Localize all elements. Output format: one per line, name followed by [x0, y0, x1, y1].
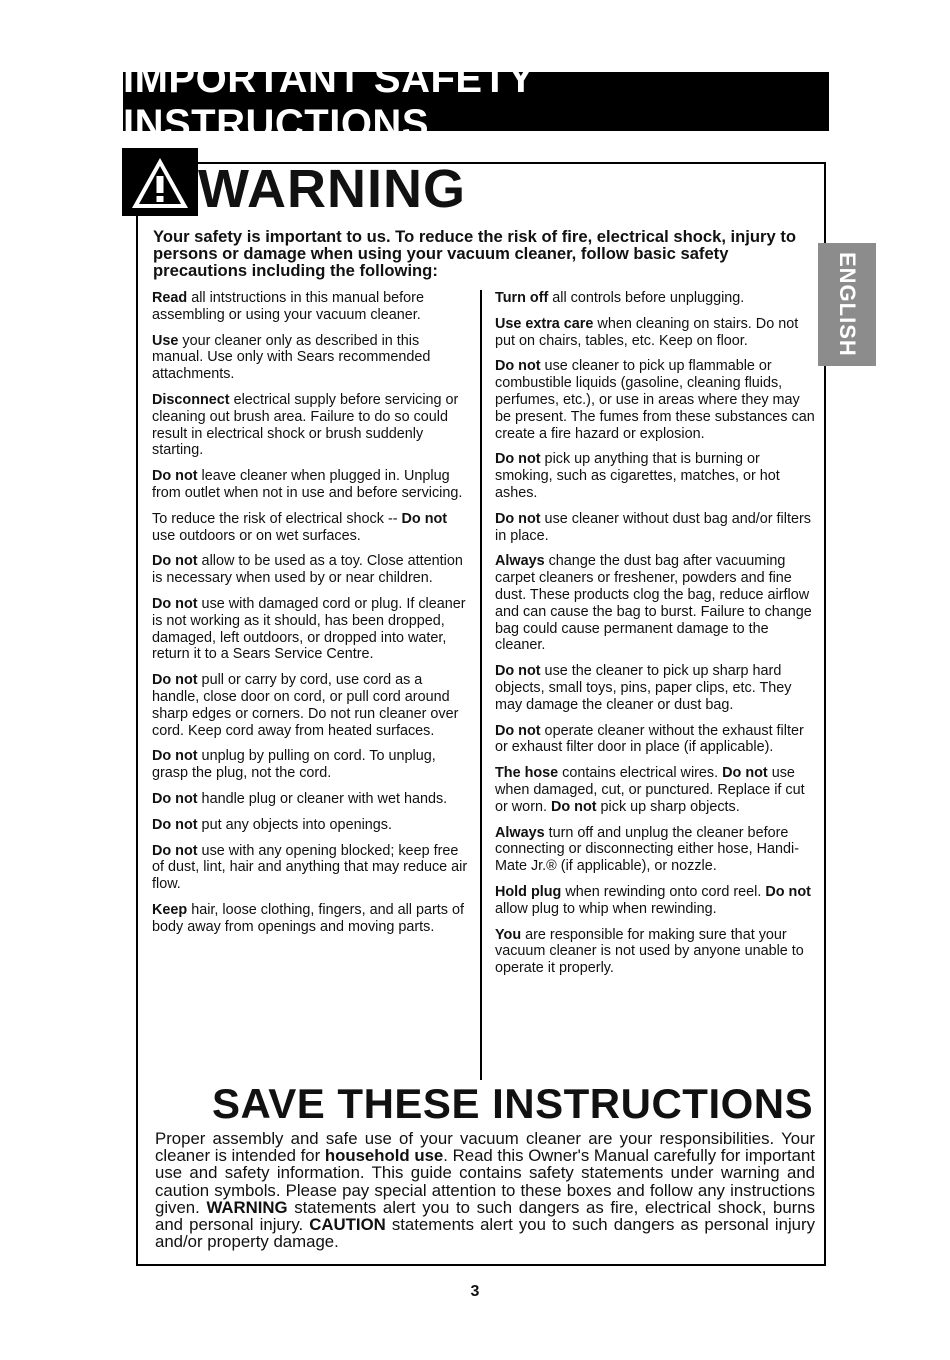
instruction-item [495, 765, 815, 815]
instruction-text: use outdoors or on wet surfaces. [152, 527, 361, 544]
page-number: 3 [470, 1283, 480, 1300]
instruction-lead: Do not [152, 672, 198, 689]
instruction-item [152, 902, 470, 936]
instruction-text: change the dust bag after vacuuming carpet cleaners or freshener, powders and fine dust. These products clog the bag, reduce airflow and can cause the bag to burst. Failure to change bag could cause permanent damage to the cleaner. [495, 553, 812, 654]
instruction-text: handle plug or cleaner with wet hands. [197, 790, 448, 807]
instruction-item [495, 884, 815, 918]
instruction-lead: Do not [495, 510, 541, 527]
instruction-lead: Disconnect [152, 391, 230, 408]
instruction-text: use the cleaner to pick up sharp hard objects, small toys, pins, paper clips, etc. They may damage the cleaner or dust bag. [495, 663, 792, 713]
instruction-item [495, 290, 815, 307]
instruction-item [495, 825, 815, 875]
instruction-text: all controls before unplugging. [548, 290, 745, 306]
instruction-item [495, 511, 815, 545]
instruction-text: put any objects into openings. [197, 816, 392, 833]
instruction-lead: Do not [722, 765, 768, 782]
instruction-text: when rewinding onto cord reel. [561, 883, 766, 900]
save-instructions-title: SAVE THESE INSTRUCTIONS [212, 1080, 814, 1127]
instruction-item [152, 843, 470, 893]
instruction-item [495, 553, 815, 654]
language-tab [818, 243, 876, 366]
instruction-text: use cleaner to pick up flammable or combustible liquids (gasoline, cleaning fluids, perfumes, etc.), or use in areas where they may be present. The fumes from these substances can create a fire hazard or explosion. [495, 358, 815, 442]
warning-icon-box [122, 148, 198, 216]
instruction-item [152, 817, 470, 834]
instruction-lead: Do not [152, 553, 198, 570]
instruction-item [152, 748, 470, 782]
closing-paragraph [155, 1130, 815, 1250]
instruction-lead: Do not [152, 816, 198, 833]
instruction-item [152, 672, 470, 739]
instruction-lead: Do not [495, 451, 541, 468]
instruction-text: electrical supply before servicing or cleaning out brush area. Failure to do so could result in electrical shock or brush suddenly starting. [152, 391, 459, 459]
closing-text-4: statements alert you to such dangers as personal injury and/or property damage. [155, 1215, 815, 1252]
instruction-text: allow plug to whip when rewinding. [495, 900, 717, 917]
instruction-text: use with any opening blocked; keep free of dust, lint, hair and anything that may reduce air flow. [152, 842, 468, 893]
closing-text-3: statements alert you to such dangers as fire, electrical shock, burns and personal injury. [155, 1197, 815, 1235]
instruction-lead: Always [495, 553, 545, 570]
instruction-item [152, 553, 470, 587]
instruction-lead: Use extra care [495, 315, 594, 332]
instruction-item [152, 791, 470, 808]
instruction-lead: Do not [495, 722, 541, 739]
instruction-lead: Do not [495, 663, 541, 680]
instruction-text: when cleaning on stairs. Do not put on chairs, tables, etc. Keep on floor. [495, 315, 799, 349]
instruction-item [495, 451, 815, 501]
instruction-item [152, 333, 470, 383]
instruction-text: pull or carry by cord, use cord as a handle, close door on cord, or pull cord around sharp edges or corners. Do not run cleaner over cord. Keep cord away from heated surfaces. [152, 672, 459, 739]
instruction-item [152, 290, 470, 324]
instruction-lead: Turn off [495, 290, 549, 306]
instruction-text: pick up sharp objects. [596, 798, 740, 815]
instruction-lead: Use [152, 332, 179, 349]
instruction-item [495, 316, 815, 350]
instruction-text: all intstructions in this manual before assembling or using your vacuum cleaner. [152, 290, 424, 323]
intro-text: Your safety is important to us. To reduce the risk of fire, electrical shock, injury to persons or damage when using your vacuum cleaner, follow basic safety precautions including the following: [153, 227, 797, 280]
instruction-lead: Do not [495, 358, 541, 375]
safety-banner [123, 56, 829, 146]
instruction-lead: Do not [152, 595, 198, 612]
warning-title: WARNING [198, 159, 466, 219]
right-instructions [495, 290, 815, 986]
instruction-item [152, 392, 470, 459]
instruction-lead: Do not [765, 883, 811, 900]
instruction-item [495, 663, 815, 713]
instruction-lead: You [495, 926, 522, 943]
instruction-text: contains electrical wires. [558, 765, 723, 782]
instruction-lead: Do not [152, 748, 198, 765]
closing-bold-2: WARNING [206, 1197, 288, 1217]
instruction-text: To reduce the risk of electrical shock -- [152, 510, 402, 527]
instruction-text: leave cleaner when plugged in. Unplug from outlet when not in use and before servicing. [152, 468, 463, 501]
instruction-text: allow to be used as a toy. Close attention is necessary when used by or near children. [152, 553, 463, 587]
instruction-text: unplug by pulling on cord. To unplug, grasp the plug, not the cord. [152, 748, 436, 782]
language-tab-label: ENGLISH [835, 252, 860, 357]
instruction-text: turn off and unplug the cleaner before connecting or disconnecting either hose, Handi-Mate Jr.® (if applicable), or nozzle. [495, 824, 799, 875]
instruction-item [152, 596, 470, 663]
left-instructions [152, 290, 470, 945]
instruction-item [495, 927, 815, 977]
instruction-text: use cleaner without dust bag and/or filters in place. [495, 510, 811, 544]
instruction-item [152, 511, 470, 545]
instruction-text: use when damaged, cut, or punctured. Replace if cut or worn. [495, 765, 805, 815]
instruction-item [152, 468, 470, 502]
instruction-item [495, 723, 815, 757]
instruction-lead: Hold plug [495, 883, 562, 900]
instruction-lead: The hose [495, 765, 559, 782]
warning-triangle-icon [130, 156, 190, 210]
closing-bold-3: CAUTION [309, 1215, 386, 1235]
instruction-lead: Read [152, 290, 188, 306]
instruction-lead: Do not [152, 468, 198, 485]
instruction-text: hair, loose clothing, fingers, and all parts of body away from openings and moving parts. [152, 901, 464, 935]
instruction-lead: Always [495, 824, 545, 841]
instruction-lead: Do not [401, 510, 448, 527]
instruction-lead: Do not [550, 798, 597, 815]
instruction-text: operate cleaner without the exhaust filter or exhaust filter door in place (if applicable). [495, 722, 804, 756]
closing-text-1: Proper assembly and safe use of your vacuum cleaner are your responsibilities. Your cleaner is intended for [155, 1129, 815, 1166]
instruction-lead: Do not [152, 842, 198, 859]
instruction-item [495, 358, 815, 442]
instruction-lead: Keep [152, 901, 188, 918]
instruction-text: pick up anything that is burning or smoking, such as cigarettes, matches, or hot ashes. [495, 451, 780, 501]
instruction-text: your cleaner only as described in this manual. Use only with Sears recommended attachments. [152, 332, 431, 383]
banner-title: IMPORTANT SAFETY INSTRUCTIONS [123, 56, 534, 146]
instruction-text: use with damaged cord or plug. If cleaner is not working as it should, has been dropped, damaged, left outdoors, or dropped into water, return it to a Sears Service Centre. [152, 595, 466, 663]
column-divider [480, 290, 482, 1080]
closing-bold-1: household use [324, 1146, 444, 1166]
closing-text-2: . Read this Owner's Manual carefully for important use and safety information. This guide contains safety statements under warning and caution symbols. Please pay special attention to these boxes and follow any instructions given. [155, 1146, 815, 1217]
instruction-text: are responsible for making sure that your vacuum cleaner is not used by anyone unable to operate it properly. [495, 926, 804, 977]
instruction-lead: Do not [152, 790, 198, 807]
